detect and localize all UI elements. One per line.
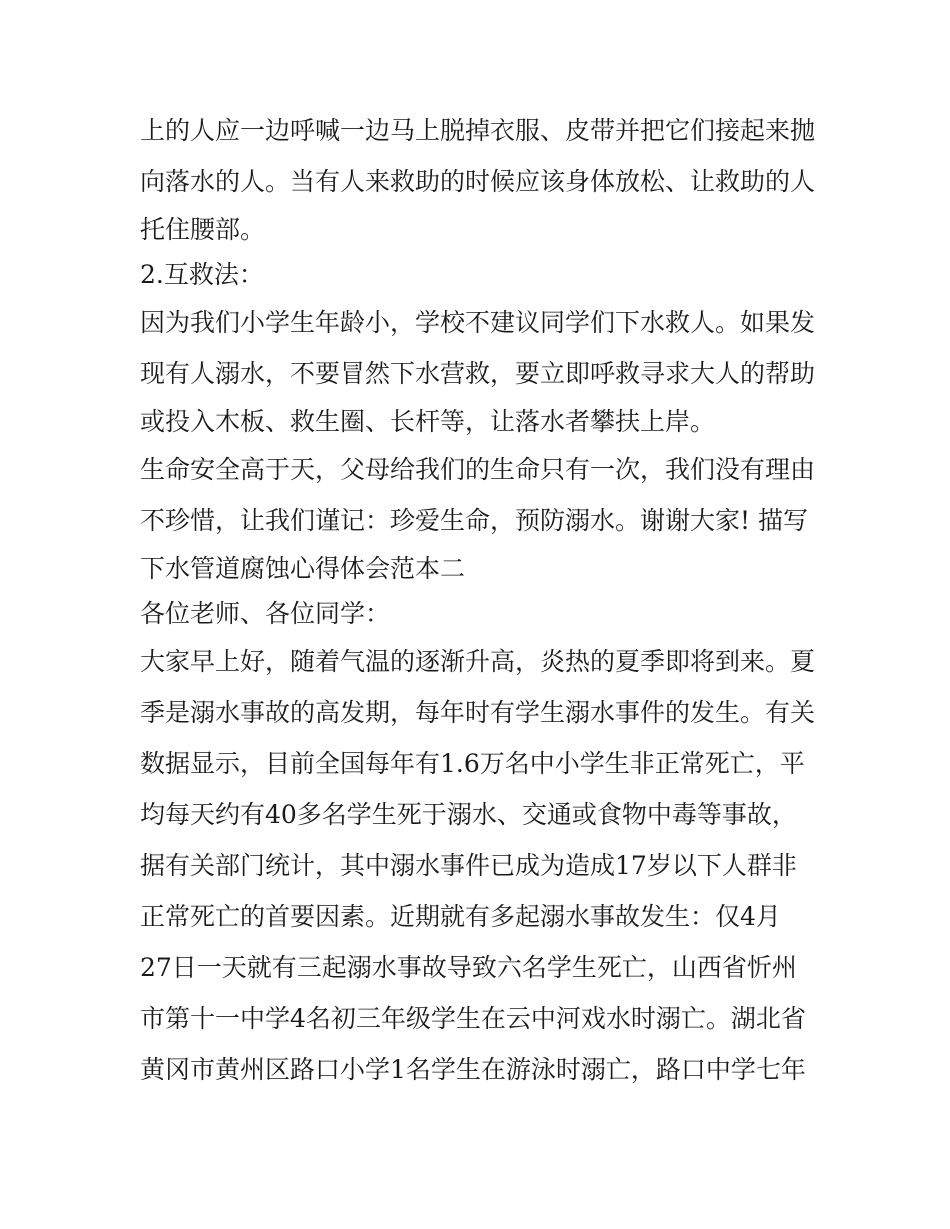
text-line: 向落水的人。当有人来救助的时候应该身体放松、让救助的人 [140,167,816,196]
text-line: 托住腰部。 [140,215,266,244]
section-heading: 2.互救法： [140,260,264,289]
text-line: 数据显示，目前全国每年有1.6万名中小学生非正常死亡，平 [140,749,805,778]
text-line: 大家早上好，随着气温的逐渐升高，炎热的夏季即将到来。夏 [140,647,816,676]
text-line: 均每天约有40多名学生死于溺水、交通或食物中毒等事故， [140,800,797,829]
text-line: 生命安全高于天，父母给我们的生命只有一次，我们没有理由 [140,455,816,484]
text-line: 上的人应一边呼喊一边马上脱掉衣服、皮带并把它们接起来抛 [140,116,816,145]
body-text [140,105,820,1095]
text-line: 27日一天就有三起溺水事故导致六名学生死亡，山西省忻州 [140,953,797,982]
text-line: 市第十一中学4名初三年级学生在云中河戏水时溺亡。湖北省 [140,1004,806,1033]
text-line: 或投入木板、救生圈、长杆等，让落水者攀扶上岸。 [140,407,716,436]
text-line: 季是溺水事故的高发期，每年时有学生溺水事件的发生。有关 [140,698,816,727]
text-line: 因为我们小学生年龄小，学校不建议同学们下水救人。如果发 [140,308,816,337]
salutation: 各位老师、各位同学： [140,599,391,628]
text-line: 不珍惜，让我们谨记：珍爱生命，预防溺水。谢谢大家! 描写 [140,506,808,535]
text-line: 黄冈市黄州区路口小学1名学生在游泳时溺亡，路口中学七年 [140,1055,806,1084]
text-line: 据有关部门统计，其中溺水事件已成为造成17岁以下人群非 [140,851,797,880]
text-line: 正常死亡的首要因素。近期就有多起溺水事故发生：仅4月 [140,902,781,931]
text-line: 现有人溺水，不要冒然下水营救，要立即呼救寻求大人的帮助 [140,359,816,388]
text-line: 下水管道腐蚀心得体会范本二 [140,554,466,583]
